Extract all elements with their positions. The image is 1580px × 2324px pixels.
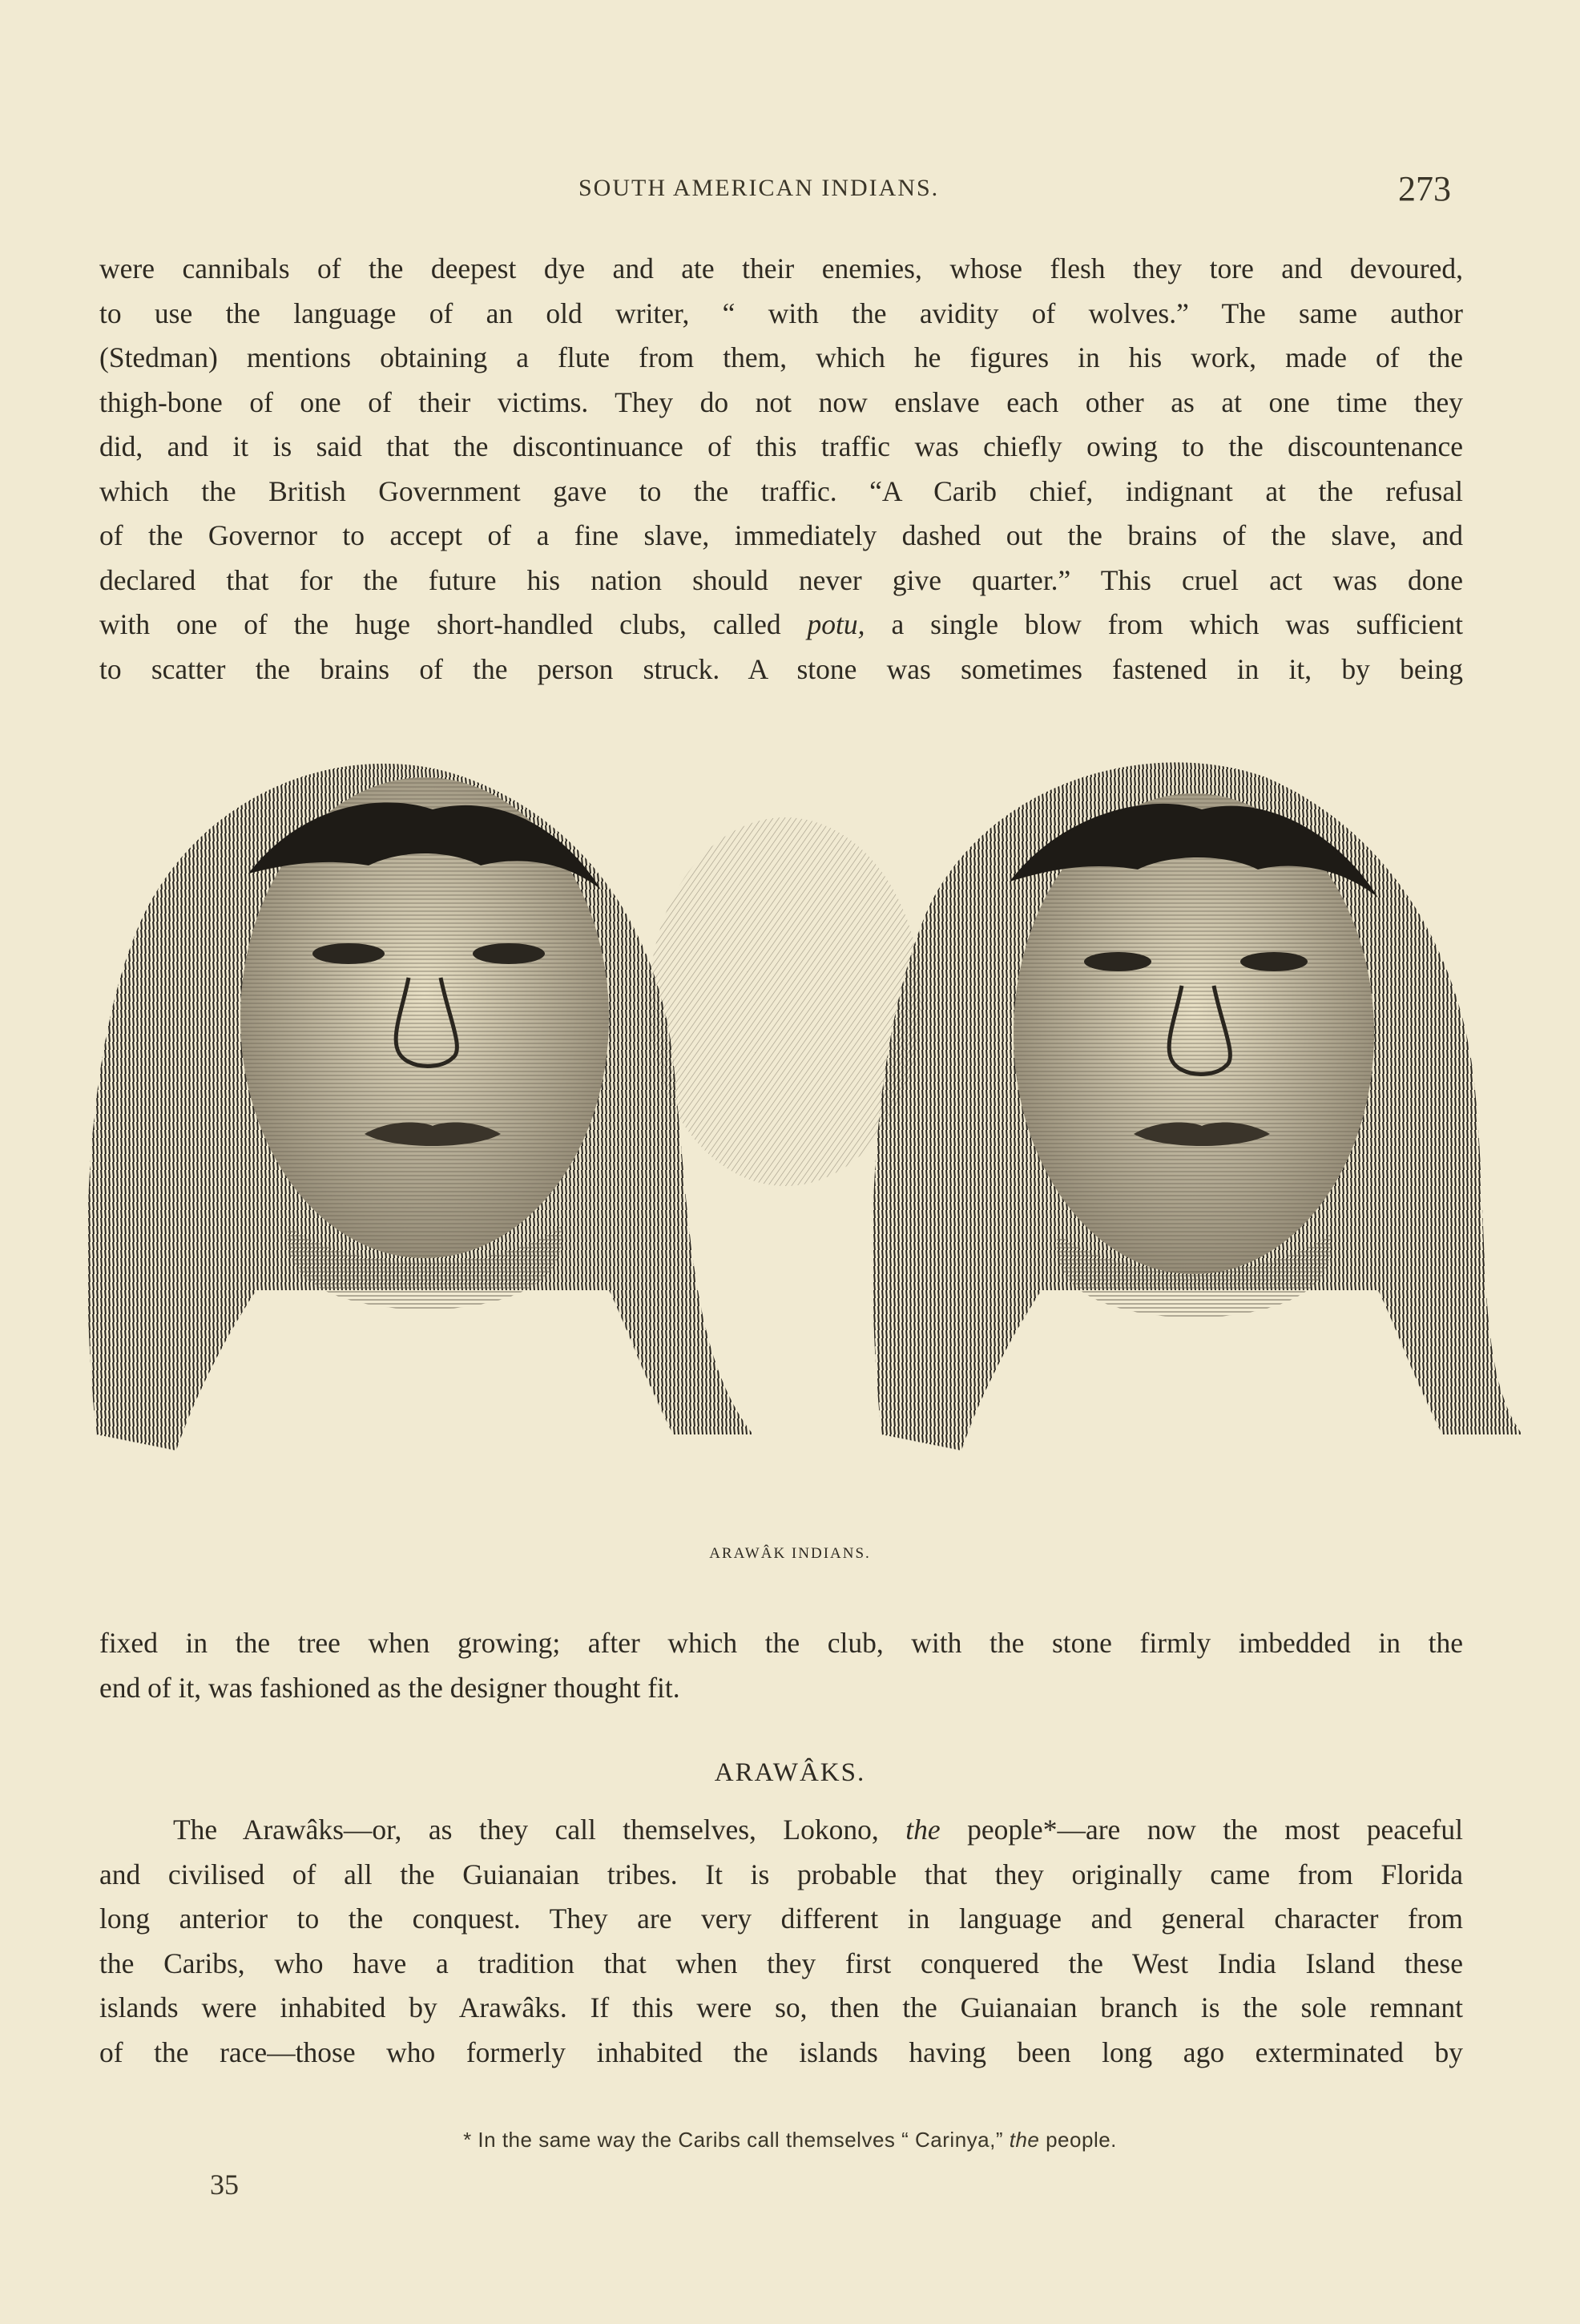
text-line: fixed in the tree when growing; after which the club, with the stone firmly imbedded in the (99, 1627, 1463, 1659)
text-segment: The Arawâks—or, as they call themselves, Lokono, (173, 1814, 906, 1846)
italic-word-the: the (905, 1814, 941, 1846)
paragraph-club (99, 1621, 1463, 1710)
page-number: 273 (1398, 169, 1451, 208)
text-line: which the British Government gave to the traffic. “A Carib chief, indignant at the refusal (99, 474, 1463, 507)
text-line: to scatter the brains of the person struck. A stone was sometimes fastened in it, by being (99, 652, 1463, 685)
text-line: of the Governor to accept of a fine slave, immediately dashed out the brains of the slave, and (99, 519, 1463, 551)
figure-caption: ARAWÂK INDIANS. (709, 1545, 871, 1562)
text-line: declared that for the future his nation should never give quarter.” This cruel act was done (99, 563, 1463, 596)
italic-word-potu: potu, (807, 608, 865, 640)
running-head (0, 168, 1580, 208)
text-segment: with one of the huge short-handled clubs, called (99, 608, 808, 640)
text-line: end of it, was fashioned as the designer thought fit. (99, 1671, 680, 1704)
text-line-with-italic (99, 1808, 1463, 1853)
text-segment: a single blow from which was sufficient (865, 608, 1463, 640)
text-line: the Caribs, who have a tradition that when they first conquered the West India Island these (99, 1947, 1463, 1979)
paragraph-cannibals (99, 247, 1463, 692)
portrait-left (87, 764, 753, 1450)
text-line: long anterior to the conquest. They are very different in language and general character from (99, 1902, 1463, 1935)
text-line: islands were inhabited by Arawâks. If this were so, then the Guianaian branch is the sole remnant (99, 1991, 1463, 2023)
section-heading: ARAWÂKS. (714, 1758, 866, 1787)
text-segment: people. (1039, 2128, 1117, 2152)
text-line: (Stedman) mentions obtaining a flute from them, which he figures in his work, made of the (99, 341, 1463, 373)
text-line: were cannibals of the deepest dye and ate their enemies, whose flesh they tore and devoured, (99, 252, 1463, 284)
text-line: to use the language of an old writer, “ with the avidity of wolves.” The same author (99, 297, 1463, 329)
running-title: SOUTH AMERICAN INDIANS. (578, 175, 940, 201)
paragraph-arawaks (99, 1808, 1463, 2075)
text-segment: people*—are now the most peaceful (940, 1814, 1463, 1846)
text-line: and civilised of all the Guianaian tribes. It is probable that they originally came from Florida (99, 1858, 1463, 1890)
text-line: of the race—those who formerly inhabited the islands having been long ago exterminated by (99, 2036, 1463, 2068)
italic-word-the: the (1009, 2128, 1040, 2152)
text-line-with-italic (99, 603, 1463, 648)
text-line: thigh-bone of one of their victims. They do not now enslave each other as at one time they (99, 385, 1463, 418)
signature-mark: 35 (210, 2169, 239, 2201)
text-line: did, and it is said that the discontinuance of this traffic was chiefly owing to the discountenance (99, 430, 1463, 462)
text-segment: * In the same way the Caribs call themselves “ Carinya,” (463, 2128, 1010, 2152)
engraving-arawak-indians (48, 713, 1522, 1507)
footnote (0, 2128, 1580, 2153)
portrait-right (873, 762, 1522, 1450)
